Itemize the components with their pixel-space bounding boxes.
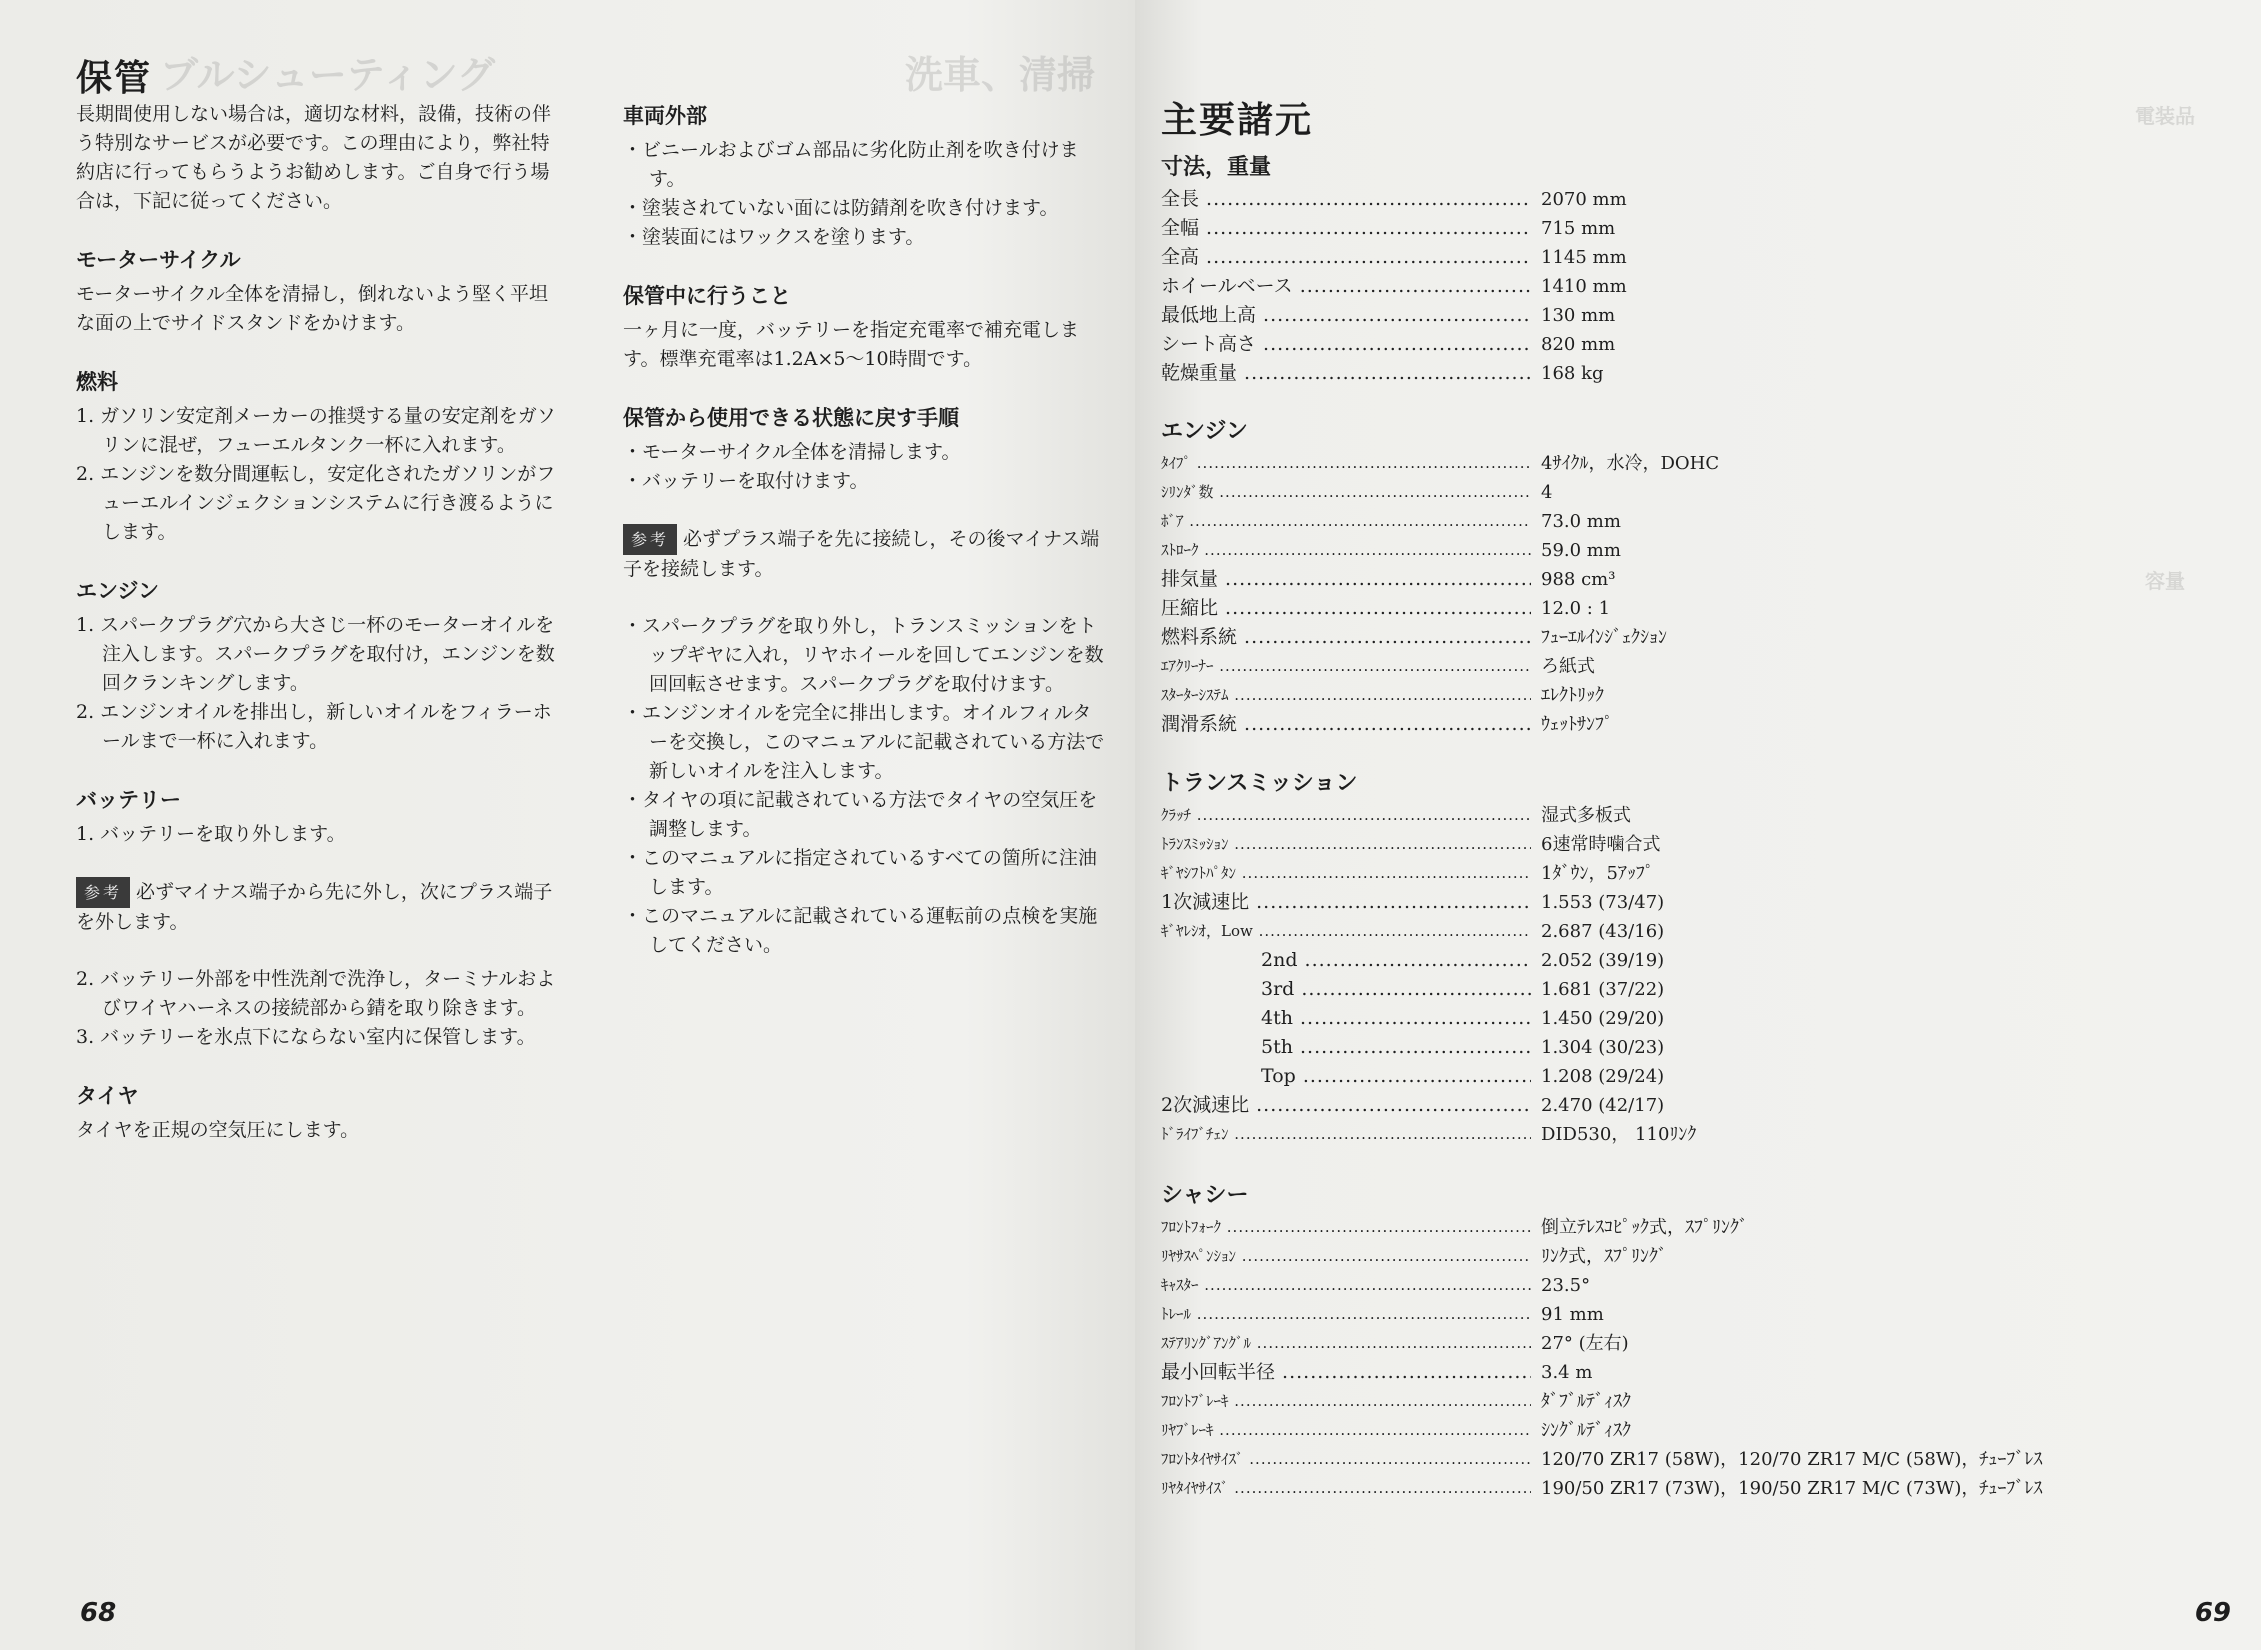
spec-row	[1161, 214, 1781, 243]
spec-value: ｳｪｯﾄｻﾝﾌﾟ	[1541, 714, 1613, 735]
spec-label: ﾎﾞｱ .....	[1161, 507, 1531, 536]
note-text: 必ずプラス端子を先に接続し，その後マイナス端子を接続します。	[623, 528, 1100, 580]
chassis-heading: シャシー	[1161, 1183, 1249, 1208]
section-title: 主要諸元	[1161, 100, 1314, 141]
list-item: 1. ガソリン安定剤メーカーの推奨する量の安定剤をガソリンに混ぜ，フューエルタンク一杯に入れます。	[76, 405, 556, 456]
spec-label: ｴｱｸﾘｰﾅｰ .....	[1161, 652, 1531, 681]
spec-row	[1161, 272, 1781, 301]
exterior-heading: 車両外部	[623, 104, 707, 128]
spec-label: 燃料系統 .....	[1161, 623, 1531, 652]
list-item: 2. バッテリー外部を中性洗剤で洗浄し，ターミナルおよびワイヤハーネスの接続部から錆を取り除きます。	[76, 968, 556, 1019]
spec-value: DID530， 110ﾘﾝｸ	[1541, 1124, 1697, 1145]
spec-label: ﾄﾚｰﾙ .....	[1161, 1300, 1531, 1329]
spec-label: ｷｬｽﾀｰ .....	[1161, 1271, 1531, 1300]
restore-list-2	[623, 612, 1108, 960]
list-item: ・タイヤの項に記載されている方法でタイヤの空気圧を調整します。	[623, 789, 1098, 840]
engine-heading: エンジン	[76, 579, 159, 603]
spec-label: 潤滑系統 .....	[1161, 710, 1531, 739]
spec-label: ｷﾞﾔﾚｼｵ，Low .....	[1161, 917, 1531, 946]
battery-heading: バッテリー	[76, 788, 181, 812]
spec-label: ﾌﾛﾝﾄﾌﾞﾚｰｷ .....	[1161, 1387, 1531, 1416]
spec-label: ｽﾃｱﾘﾝｸﾞｱﾝｸﾞﾙ .....	[1161, 1329, 1531, 1358]
left-column-2	[623, 100, 1108, 988]
spec-row	[1161, 710, 1781, 739]
spec-row	[1161, 681, 1781, 710]
spec-value: 73.0 mm	[1541, 511, 1621, 532]
spec-row	[1161, 330, 1781, 359]
spec-value: 1.681 (37/22)	[1541, 979, 1665, 1000]
list-item: 1. スパークプラグ穴から大さじ一杯のモーターオイルを注入します。スパークプラグを取付け，エンジンを数回クランキングします。	[76, 614, 555, 694]
spec-label: ﾘﾔﾀｲﾔｻｲｽﾞ .....	[1161, 1474, 1531, 1503]
spec-row	[1161, 359, 1781, 388]
battery-note	[76, 877, 561, 937]
spec-label: ｸﾗｯﾁ .....	[1161, 801, 1531, 830]
spec-row	[1161, 565, 1781, 594]
tire-text: タイヤを正規の空気圧にします。	[76, 1119, 360, 1141]
list-item: ・ビニールおよびゴム部品に劣化防止剤を吹き付けます。	[623, 139, 1079, 190]
spec-row	[1161, 1358, 1781, 1387]
spec-value: 1145 mm	[1541, 247, 1627, 268]
spec-value: 湿式多板式	[1541, 805, 1631, 826]
spec-value: 91 mm	[1541, 1304, 1604, 1325]
spec-row	[1161, 1033, 1781, 1062]
spec-label: 全長 .....	[1161, 185, 1531, 214]
spec-label: ホイールベース .....	[1161, 272, 1531, 301]
transmission-rows	[1161, 801, 1781, 1149]
exterior-list	[623, 136, 1108, 252]
spec-label: ｽﾄﾛｰｸ .....	[1161, 536, 1531, 565]
spec-label: 2nd .....	[1161, 946, 1531, 975]
spec-value: 2.470 (42/17)	[1541, 1095, 1665, 1116]
spec-value: 4ｻｲｸﾙ，水冷，DOHC	[1541, 453, 1720, 474]
spec-value: 190/50 ZR17 (73W)，190/50 ZR17 M/C (73W)，ﾁｭｰﾌﾞﾚｽ	[1541, 1478, 2043, 1499]
spec-label: Top .....	[1161, 1062, 1531, 1091]
spec-value: 130 mm	[1541, 305, 1616, 326]
list-item: ・このマニュアルに指定されているすべての箇所に注油します。	[623, 847, 1097, 898]
chassis-rows	[1161, 1213, 2043, 1503]
page-number: 68	[80, 1598, 117, 1628]
spec-value: 715 mm	[1541, 218, 1616, 239]
spec-value: 2070 mm	[1541, 189, 1627, 210]
spec-row	[1161, 536, 1781, 565]
spec-label: 全幅 .....	[1161, 214, 1531, 243]
spec-row	[1161, 623, 1781, 652]
spec-row	[1161, 507, 1781, 536]
note-tag: 参考	[623, 524, 677, 555]
spec-row	[1161, 1091, 1781, 1120]
transmission-heading: トランスミッション	[1161, 771, 1358, 796]
spec-row	[1161, 301, 1781, 330]
spec-value: 1ﾀﾞｳﾝ，5ｱｯﾌﾟ	[1541, 863, 1654, 884]
spec-label: 乾燥重量 .....	[1161, 359, 1531, 388]
spec-row	[1161, 449, 1781, 478]
list-item: ・エンジンオイルを完全に排出します。オイルフィルターを交換し，このマニュアルに記載されている方法で新しいオイルを注入します。	[623, 702, 1105, 782]
spec-label: 最小回転半径 .....	[1161, 1358, 1531, 1387]
spec-label: シート高さ .....	[1161, 330, 1531, 359]
spec-label: 5th .....	[1161, 1033, 1531, 1062]
chassis-group	[1161, 1178, 2043, 1503]
list-item: ・モーターサイクル全体を清掃します。	[623, 441, 961, 463]
spec-row	[1161, 1213, 1781, 1242]
spec-label: 全高 .....	[1161, 243, 1531, 272]
right-page	[1135, 0, 2261, 1650]
spec-value: 820 mm	[1541, 334, 1616, 355]
spec-value: 倒立ﾃﾚｽｺﾋﾟｯｸ式，ｽﾌﾟﾘﾝｸﾞ	[1541, 1217, 1748, 1238]
spec-value: ｴﾚｸﾄﾘｯｸ	[1541, 685, 1604, 706]
dimensions-heading: 寸法，重量	[1161, 155, 1272, 180]
list-item: ・このマニュアルに記載されている運転前の点検を実施してください。	[623, 905, 1098, 956]
spec-label: 2次減速比 .....	[1161, 1091, 1531, 1120]
list-item: ・スパークプラグを取り外し，トランスミッションをトップギヤに入れ，リヤホイールを回してエンジンを数回回転させます。スパークプラグを取付けます。	[623, 615, 1104, 695]
restore-list	[623, 438, 1108, 496]
spec-value: 23.5°	[1541, 1275, 1591, 1296]
bleed-through-text: 容量	[2145, 569, 2185, 593]
tire-heading: タイヤ	[76, 1084, 139, 1108]
spec-label: 1次減速比 .....	[1161, 888, 1531, 917]
spec-value: 1.553 (73/47)	[1541, 892, 1665, 913]
spec-label: ﾌﾛﾝﾄﾀｲﾔｻｲｽﾞ .....	[1161, 1445, 1531, 1474]
list-item: 2. エンジンを数分間運転し，安定化されたガソリンがフューエルインジェクションシステムに行き渡るようにします。	[76, 463, 556, 543]
spec-label: ﾘﾔﾌﾞﾚｰｷ .....	[1161, 1416, 1531, 1445]
restore-note	[623, 524, 1108, 584]
spec-row	[1161, 917, 1781, 946]
spec-row	[1161, 185, 1781, 214]
spec-label: 3rd .....	[1161, 975, 1531, 1004]
spec-row	[1161, 243, 1781, 272]
engine-specs-heading: エンジン	[1161, 419, 1248, 444]
fuel-heading: 燃料	[76, 370, 118, 394]
spec-label: ﾀｲﾌﾟ .....	[1161, 449, 1531, 478]
note-text: 必ずマイナス端子から先に外し，次にプラス端子を外します。	[76, 881, 553, 933]
engine-specs-rows	[1161, 449, 1781, 739]
spec-label: ﾌﾛﾝﾄﾌｫｰｸ .....	[1161, 1213, 1531, 1242]
list-item: ・塗装面にはワックスを塗ります。	[623, 226, 925, 248]
list-item: 2. エンジンオイルを排出し，新しいオイルをフィラーホールまで一杯に入れます。	[76, 701, 552, 752]
left-column-1	[76, 100, 561, 1173]
spec-value: 12.0 : 1	[1541, 598, 1611, 619]
spec-value: 6速常時噛合式	[1541, 834, 1661, 855]
bleed-through-text: 電装品	[2135, 104, 2195, 128]
during-storage-heading: 保管中に行うこと	[623, 284, 791, 308]
spec-label: ｽﾀｰﾀｰｼｽﾃﾑ .....	[1161, 681, 1531, 710]
spec-row	[1161, 1004, 1781, 1033]
spec-value: 1.450 (29/20)	[1541, 1008, 1665, 1029]
spec-value: ﾀﾞﾌﾞﾙﾃﾞｨｽｸ	[1541, 1391, 1631, 1412]
spec-value: 120/70 ZR17 (58W)，120/70 ZR17 M/C (58W)，ﾁｭｰﾌﾞﾚｽ	[1541, 1449, 2043, 1470]
bleed-through-text: 洗車、清掃	[905, 53, 1096, 97]
spec-value: 988 cm³	[1541, 569, 1616, 590]
spec-value: 1410 mm	[1541, 276, 1627, 297]
spec-row	[1161, 830, 1781, 859]
spec-row	[1161, 801, 1781, 830]
spec-value: 27° (左右)	[1541, 1333, 1629, 1354]
spec-label: ｷﾞﾔｼﾌﾄﾊﾟﾀﾝ .....	[1161, 859, 1531, 888]
spec-row	[1161, 1242, 1781, 1271]
dimensions-rows	[1161, 185, 1781, 388]
spec-row	[1161, 859, 1781, 888]
during-storage-text: 一ヶ月に一度，バッテリーを指定充電率で補充電します。標準充電率は1.2A×5～10時間です。	[623, 319, 1080, 370]
spec-label: ﾘﾔｻｽﾍﾟﾝｼｮﾝ .....	[1161, 1242, 1531, 1271]
spec-row	[1161, 1300, 1781, 1329]
spec-label: ｼﾘﾝﾀﾞ数 .....	[1161, 478, 1531, 507]
spec-row	[1161, 1271, 1781, 1300]
list-item: 1. バッテリーを取り外します。	[76, 823, 346, 845]
restore-heading: 保管から使用できる状態に戻す手順	[623, 406, 959, 430]
spec-label: 圧縮比 .....	[1161, 594, 1531, 623]
fuel-list	[76, 402, 561, 547]
spec-row	[1161, 594, 1781, 623]
spec-row	[1161, 946, 1781, 975]
spec-label: 排気量 .....	[1161, 565, 1531, 594]
list-item: 3. バッテリーを氷点下にならない室内に保管します。	[76, 1026, 536, 1048]
spec-row	[1161, 1062, 1781, 1091]
bleed-through-text: ブルシューティング	[160, 53, 495, 97]
battery-list	[76, 820, 561, 849]
spec-value: 59.0 mm	[1541, 540, 1621, 561]
engine-specs-group	[1161, 414, 1781, 739]
spec-row	[1161, 1474, 2043, 1503]
note-tag: 参考	[76, 877, 130, 908]
spec-row	[1161, 1120, 1781, 1149]
spec-value: ﾌｭｰｴﾙｲﾝｼﾞｪｸｼｮﾝ	[1541, 627, 1667, 648]
spec-row	[1161, 652, 1781, 681]
spec-row	[1161, 478, 1781, 507]
spec-value: 168 kg	[1541, 363, 1604, 384]
spec-row	[1161, 1387, 1781, 1416]
spec-value: 1.208 (29/24)	[1541, 1066, 1665, 1087]
battery-list-2	[76, 965, 561, 1052]
spec-value: 4	[1541, 482, 1553, 503]
spec-value: ろ紙式	[1541, 656, 1595, 677]
section-title: 保管	[76, 58, 153, 99]
spec-row	[1161, 1329, 1781, 1358]
spec-value: 2.052 (39/19)	[1541, 950, 1665, 971]
list-item: ・バッテリーを取付けます。	[623, 470, 869, 492]
dimensions-group	[1161, 150, 1781, 388]
spec-value: 3.4 m	[1541, 1362, 1593, 1383]
spec-label: 最低地上高 .....	[1161, 301, 1531, 330]
spec-value: 1.304 (30/23)	[1541, 1037, 1665, 1058]
spec-row	[1161, 975, 1781, 1004]
spec-row	[1161, 1416, 1781, 1445]
motorcycle-heading: モーターサイクル	[76, 248, 241, 272]
spec-value: ﾘﾝｸ式，ｽﾌﾟﾘﾝｸﾞ	[1541, 1246, 1667, 1267]
spec-label: ﾄﾞﾗｲﾌﾞﾁｪﾝ .....	[1161, 1120, 1531, 1149]
spec-value: ｼﾝｸﾞﾙﾃﾞｨｽｸ	[1541, 1420, 1631, 1441]
list-item: ・塗装されていない面には防錆剤を吹き付けます。	[623, 197, 1059, 219]
spec-value: 2.687 (43/16)	[1541, 921, 1665, 942]
transmission-group	[1161, 766, 1781, 1149]
spec-row	[1161, 1445, 2043, 1474]
page-number: 69	[2194, 1598, 2231, 1628]
spec-label: 4th .....	[1161, 1004, 1531, 1033]
motorcycle-text: モーターサイクル全体を清掃し，倒れないよう堅く平坦な面の上でサイドスタンドをかけます。	[76, 283, 548, 334]
spec-row	[1161, 888, 1781, 917]
spec-label: ﾄﾗﾝｽﾐｯｼｮﾝ .....	[1161, 830, 1531, 859]
engine-list	[76, 611, 561, 756]
intro-paragraph: 長期間使用しない場合は，適切な材料，設備，技術の伴う特別なサービスが必要です。この理由により，弊社特約店に行ってもらうようお勧めします。ご自身で行う場合は，下記に従ってください。	[76, 103, 552, 212]
